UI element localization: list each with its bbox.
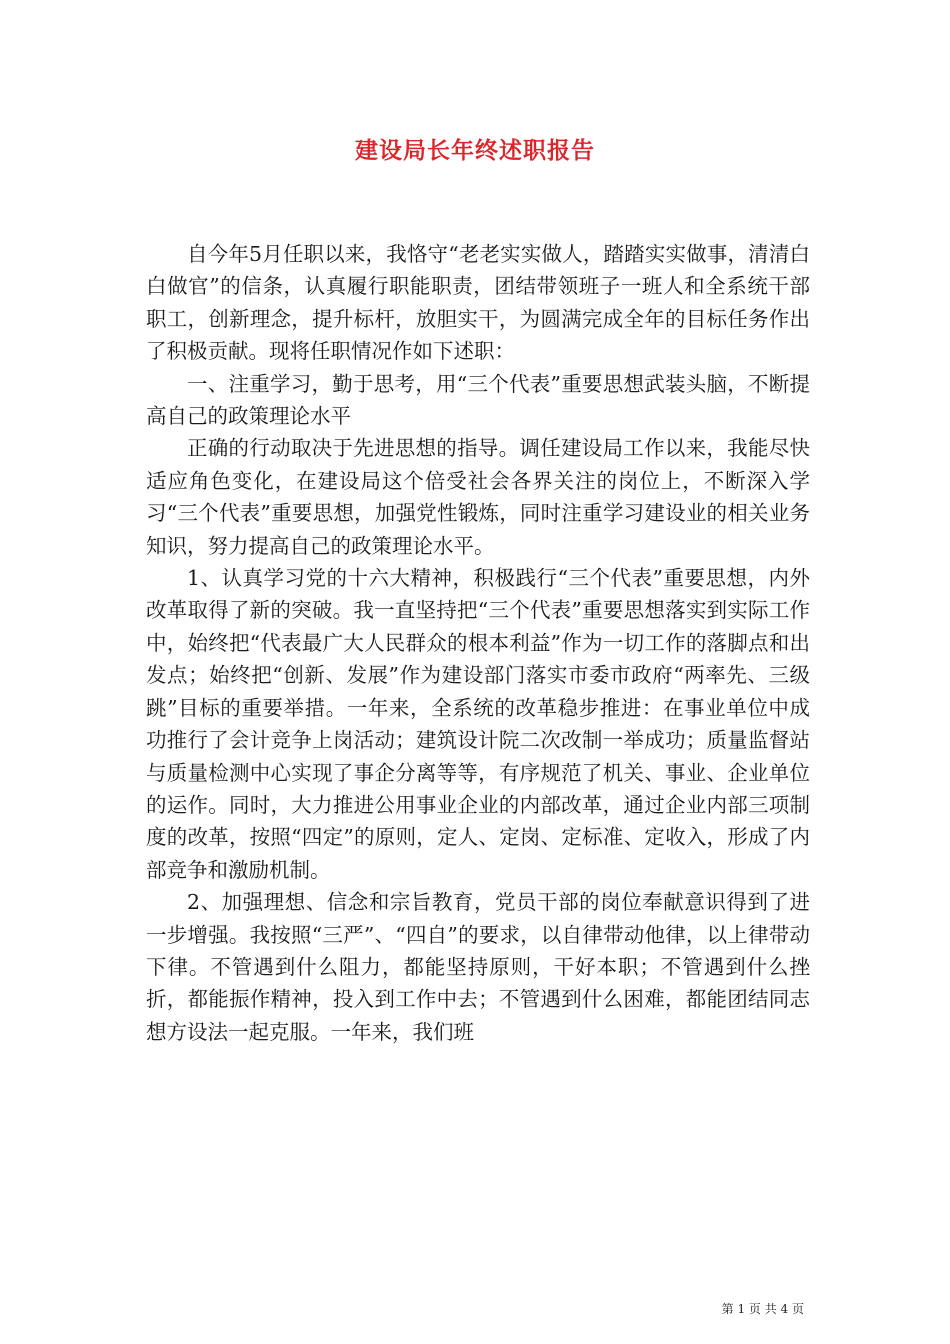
document-title: 建设局长年终述职报告 <box>355 137 595 164</box>
paragraph-intro: 自今年5月任职以来，我恪守“老老实实做人，踏踏实实做事，清清白白做官”的信条，认真履行职能职责，团结带领班子一班人和全系统干部职工，创新理念，提升标杆，放胆实干，为圆满完成全年的目标任务作出了积极贡献。现将任职情况作如下述职： <box>146 242 810 364</box>
paragraph-heading-1: 一、注重学习，勤于思考，用“三个代表”重要思想武装头脑，不断提高自己的政策理论水平 <box>146 371 810 429</box>
page-number: 第 1 页 共 4 页 <box>721 1302 804 1316</box>
paragraph-body-1: 正确的行动取决于先进思想的指导。调任建设局工作以来，我能尽快适应角色变化，在建设局这个倍受社会各界关注的岗位上，不断深入学习“三个代表”重要思想，加强党性锻炼，同时注重学习建设业的相关业务知识，努力提高自己的政策理论水平。 <box>146 436 810 558</box>
document-body <box>146 238 810 1048</box>
paragraph-item-2: 2、加强理想、信念和宗旨教育，党员干部的岗位奉献意识得到了进一步增强。我按照“三严”、“四自”的要求，以自律带动他律，以上律带动下律。不管遇到什么阻力，都能坚持原则，干好本职；不管遇到什么挫折，都能振作精神，投入到工作中去；不管遇到什么困难，都能团结同志想方设法一起克服。一年来，我们班 <box>146 890 810 1044</box>
paragraph-item-1: 1、认真学习党的十六大精神，积极践行“三个代表”重要思想，内外改革取得了新的突破。我一直坚持把“三个代表”重要思想落实到实际工作中，始终把“代表最广大人民群众的根本利益”作为一切工作的落脚点和出发点；始终把“创新、发展”作为建设部门落实市委市政府“两率先、三级跳”目标的重要举措。一年来，全系统的改革稳步推进：在事业单位中成功推行了会计竞争上岗活动；建筑设计院二次改制一举成功；质量监督站与质量检测中心实现了事企分离等等，有序规范了机关、事业、企业单位的运作。同时，大力推进公用事业企业的内部改革，通过企业内部三项制度的改革，按照“四定”的原则，定人、定岗、定标准、定收入，形成了内部竞争和激励机制。 <box>146 566 810 882</box>
